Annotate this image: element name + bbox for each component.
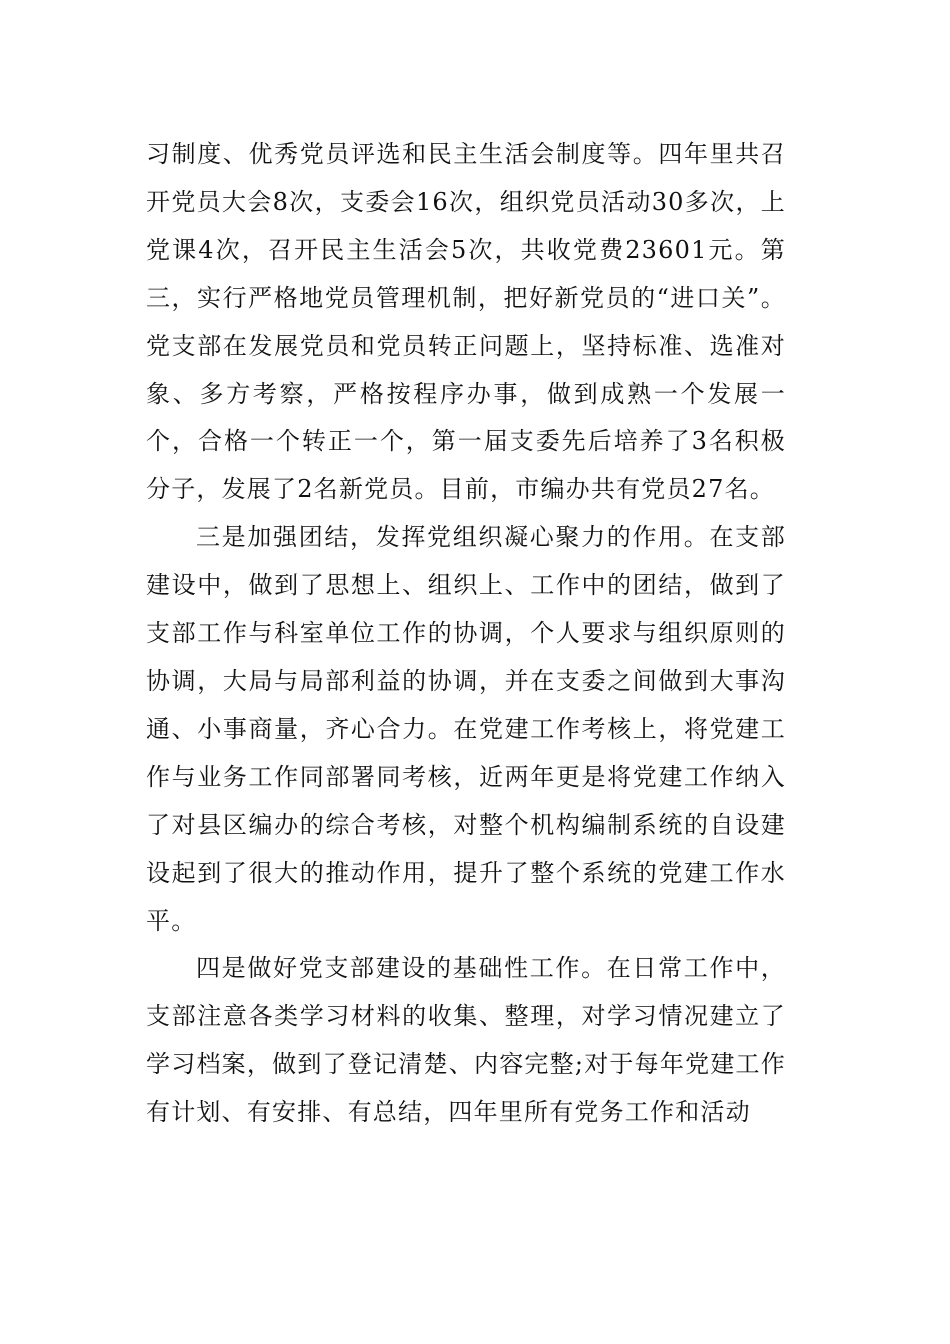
paragraph-3: 四是做好党支部建设的基础性工作。在日常工作中，支部注意各类学习材料的收集、整理，对学习情况建立了学习档案，做到了登记清楚、内容完整;对于每年党建工作有计划、有安排、有总结，四年里所有党务工作和活动 — [146, 954, 786, 1127]
paragraph-2: 三是加强团结，发挥党组织凝心聚力的作用。在支部建设中，做到了思想上、组织上、工作中的团结，做到了支部工作与科室单位工作的协调，个人要求与组织原则的协调，大局与局部利益的协调，并在支委之间做到大事沟通、小事商量，齐心合力。在党建工作考核上，将党建工作与业务工作同部署同考核，近两年更是将党建工作纳入了对县区编办的综合考核，对整个机构编制系统的自设建设起到了很大的推动作用，提升了整个系统的党建工作水平。 — [146, 523, 786, 935]
paragraph-1: 习制度、优秀党员评选和民主生活会制度等。四年里共召开党员大会8次，支委会16次，组织党员活动30多次，上党课4次，召开民主生活会5次，共收党费23601元。第三，实行严格地党员管理机制，把好新党员的“进口关”。党支部在发展党员和党员转正问题上，坚持标准、选准对象、多方考察，严格按程序办事，做到成熟一个发展一个，合格一个转正一个，第一届支委先后培养了3名积极分子，发展了2名新党员。目前，市编办共有党员27名。 — [146, 140, 786, 504]
document-page — [146, 131, 786, 1137]
